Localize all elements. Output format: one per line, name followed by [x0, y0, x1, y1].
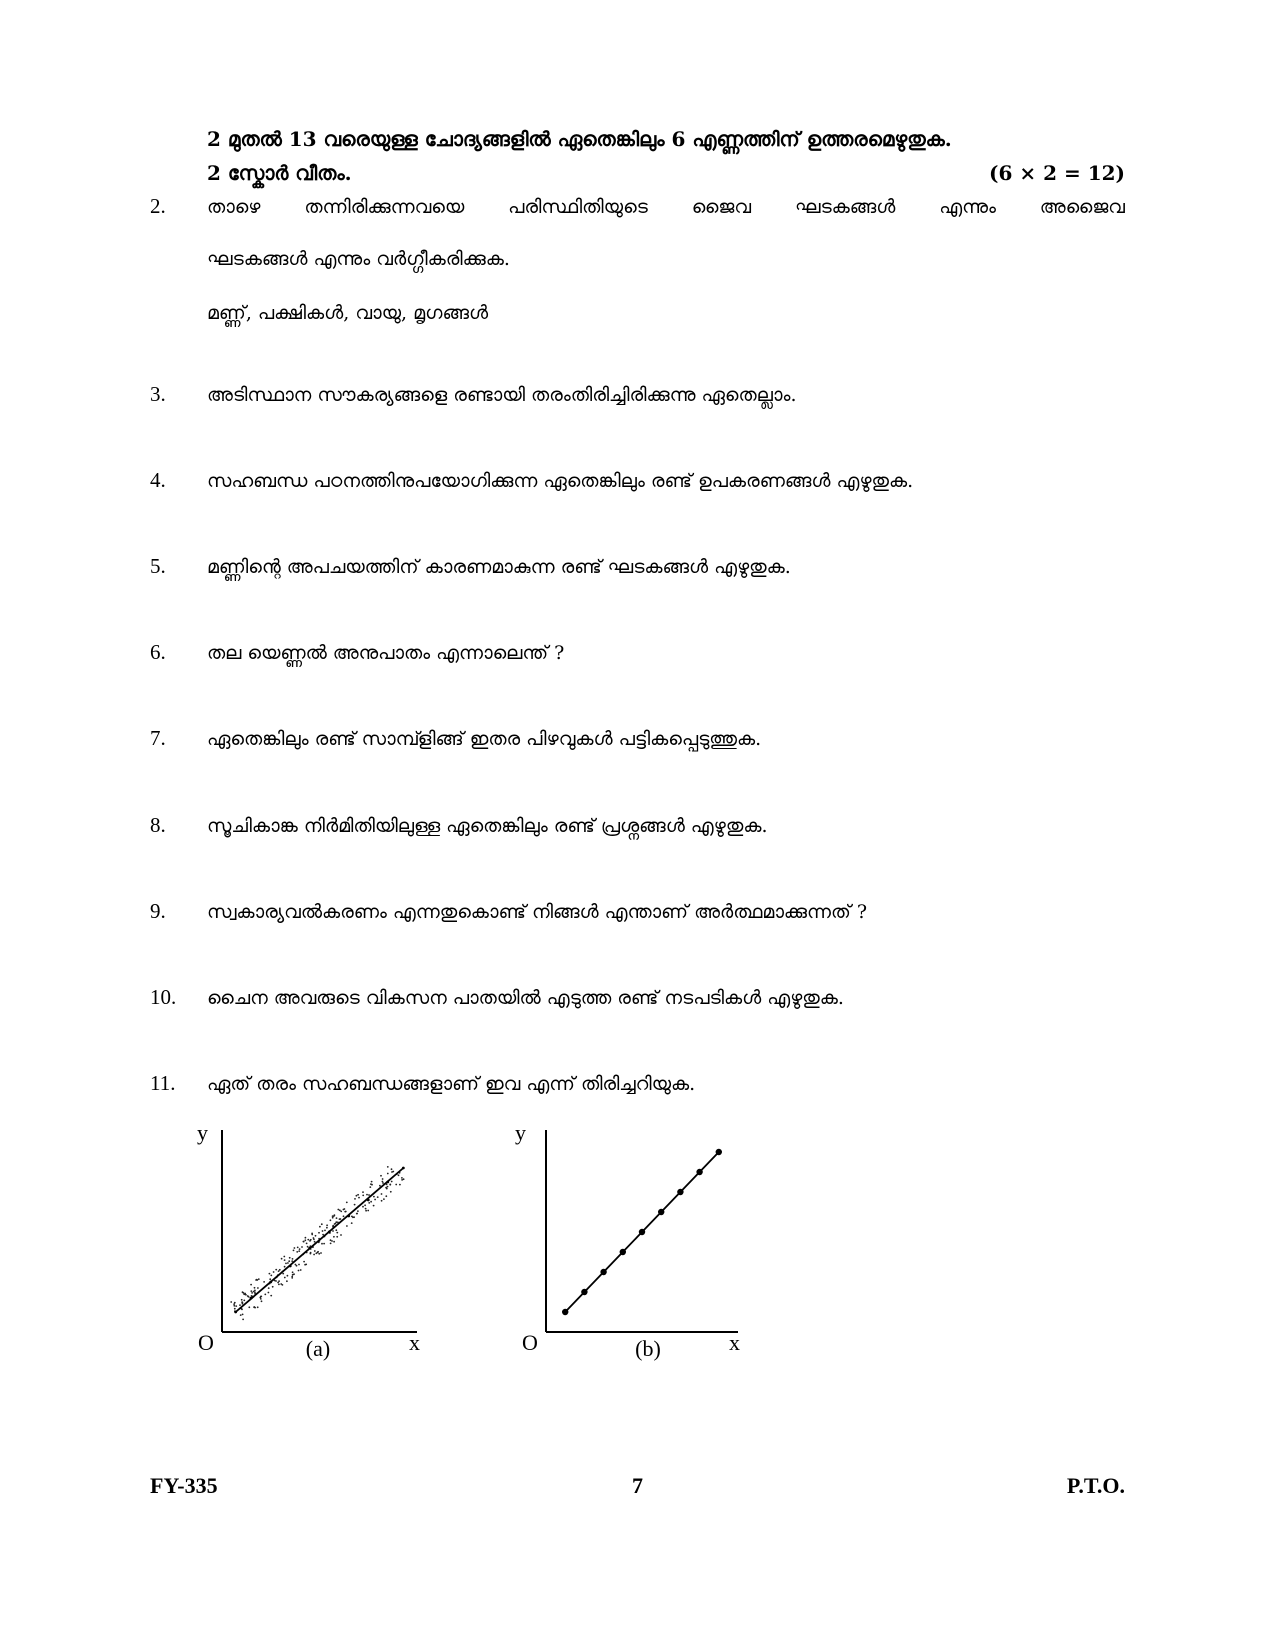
y-axis-label: y [197, 1120, 208, 1145]
question-text: ചൈന അവരുടെ വികസന പാതയിൽ എടുത്ത രണ്ട് നടപടികൾ എഴുതുക. [207, 987, 844, 1009]
scatter-dot [294, 1247, 296, 1249]
question-number: 5. [150, 554, 166, 578]
data-point [328, 1231, 331, 1234]
scatter-dot [391, 1168, 393, 1170]
question-number: 9. [150, 899, 166, 923]
scatter-dot [366, 1194, 368, 1196]
scatter-dot [291, 1277, 293, 1279]
correlation-plot-b [515, 1115, 770, 1375]
scatter-dot [383, 1198, 385, 1200]
scatter-dot [230, 1301, 232, 1303]
scatter-dot [233, 1303, 235, 1305]
scatter-dot [248, 1296, 250, 1298]
scatter-dot [284, 1277, 286, 1279]
scatter-dot [261, 1300, 263, 1302]
scatter-dot [380, 1175, 382, 1177]
data-point [658, 1209, 664, 1215]
scatter-dot [322, 1230, 324, 1232]
scatter-dot [303, 1241, 305, 1243]
scatter-dot [250, 1284, 252, 1286]
scatter-dot [377, 1196, 379, 1198]
scatter-dot [298, 1250, 300, 1252]
scatter-dot [298, 1270, 300, 1272]
scatter-dot [286, 1280, 288, 1282]
scatter-dot [275, 1269, 277, 1271]
scatter-dot [343, 1215, 345, 1217]
scatter-dot [389, 1184, 391, 1186]
data-point [696, 1169, 702, 1175]
instruction-line-1: 2 മുതൽ 13 വരെയുള്ള ചോദ്യങ്ങളിൽ ഏതെങ്കിലും 6 എണ്ണത്തിന് ഉത്തരമെഴുതുക. [207, 127, 952, 151]
scatter-dot [293, 1273, 295, 1275]
scatter-dot [296, 1251, 298, 1253]
scatter-dot [254, 1290, 256, 1292]
scatter-dot [371, 1181, 373, 1183]
scatter-dot [293, 1250, 295, 1252]
question-text: ഏത് തരം സഹബന്ധങ്ങളാണ് ഇവ എന്ന് തിരിച്ചറിയുക. [207, 1073, 696, 1095]
data-point [677, 1189, 683, 1195]
question-text-line-2: ഘടകങ്ങൾ എന്നും വർഗ്ഗീകരിക്കുക. [207, 248, 510, 270]
section-marks: (6 × 2 = 12) [989, 161, 1125, 185]
scatter-dot [287, 1275, 289, 1277]
origin-label: O [522, 1330, 538, 1355]
data-point [289, 1265, 292, 1268]
scatter-dot [387, 1173, 389, 1175]
scatter-dot [289, 1257, 291, 1259]
scatter-dot [258, 1278, 260, 1280]
scatter-dot [269, 1273, 271, 1275]
scatter-dot [318, 1232, 320, 1234]
question-number: 3. [150, 382, 166, 406]
question-number: 2. [150, 194, 166, 218]
scatter-dot [340, 1234, 342, 1236]
scatter-dot [269, 1278, 271, 1280]
scatter-dot [296, 1265, 298, 1267]
scatter-dot [346, 1225, 348, 1227]
scatter-dot [313, 1254, 315, 1256]
scatter-dot [330, 1243, 332, 1245]
scatter-dot [278, 1284, 280, 1286]
data-point [367, 1199, 370, 1202]
scatter-dot [305, 1237, 307, 1239]
plot-caption: (a) [305, 1336, 331, 1361]
scatter-dot [233, 1305, 235, 1307]
scatter-dot [332, 1215, 334, 1217]
scatter-dot [268, 1292, 270, 1294]
scatter-dot [242, 1319, 244, 1321]
scatter-dot [282, 1273, 284, 1275]
data-point [600, 1269, 606, 1275]
scatter-dot [387, 1166, 389, 1168]
scatter-dot [368, 1194, 370, 1196]
scatter-dot [390, 1191, 392, 1193]
scatter-dot [395, 1184, 397, 1186]
scatter-dot [288, 1260, 290, 1262]
scatter-dot [356, 1213, 358, 1215]
scatter-dot [307, 1239, 309, 1241]
question-item-list: മണ്ണ്, പക്ഷികൾ, വായു, മൃഗങ്ങൾ [207, 302, 489, 324]
question-number: 6. [150, 640, 166, 664]
data-point [269, 1281, 272, 1284]
scatter-dot [299, 1248, 301, 1250]
scatter-dot [364, 1204, 366, 1206]
scatter-dot [332, 1230, 334, 1232]
correlation-plot-a [195, 1115, 445, 1375]
scatter-dot [368, 1202, 370, 1204]
scatter-dot [292, 1271, 294, 1273]
scatter-dot [284, 1266, 286, 1268]
scatter-dot [253, 1306, 255, 1308]
x-axis-label: x [409, 1330, 420, 1355]
question-number: 8. [150, 813, 166, 837]
scatter-dot [321, 1243, 323, 1245]
scatter-dot [284, 1259, 286, 1261]
scatter-dot [370, 1201, 372, 1203]
scatter-dot [362, 1206, 364, 1208]
scatter-dot [351, 1222, 353, 1224]
scatter-dot [279, 1269, 281, 1271]
scatter-dot [385, 1195, 387, 1197]
scatter-dot [358, 1197, 360, 1199]
scatter-dot [391, 1181, 393, 1183]
question-text: തല യെണ്ണൽ അനുപാതം എന്നാലെന്ത് ? [207, 642, 565, 664]
scatter-dot [243, 1300, 245, 1302]
scatter-dot [251, 1292, 253, 1294]
scatter-dot [260, 1296, 262, 1298]
paper-code: FY-335 [150, 1473, 218, 1498]
data-point [562, 1309, 568, 1315]
scatter-dot [292, 1258, 294, 1260]
scatter-dot [285, 1263, 287, 1265]
scatter-dot [331, 1240, 333, 1242]
scatter-dot [333, 1241, 335, 1243]
scatter-dot [391, 1171, 393, 1173]
scatter-dot [272, 1286, 274, 1288]
scatter-dot [340, 1218, 342, 1220]
scatter-dot [403, 1178, 405, 1180]
scatter-dot [398, 1174, 400, 1176]
page-footer [150, 1473, 1125, 1503]
scatter-dot [373, 1196, 375, 1198]
data-point [308, 1247, 311, 1250]
scatter-dot [278, 1280, 280, 1282]
instruction-line-2: 2 സ്കോർ വീതം. [207, 161, 352, 185]
scatter-dot [379, 1185, 381, 1187]
y-axis-label: y [515, 1120, 526, 1145]
scatter-dot [264, 1294, 266, 1296]
question-text: സൂചികാങ്ക നിർമിതിയിലുള്ള ഏതെങ്കിലും രണ്ട് പ്രശ്നങ്ങൾ എഴുതുക. [207, 815, 768, 837]
scatter-dot [298, 1264, 300, 1266]
scatter-dot [370, 1183, 372, 1185]
scatter-dot [352, 1216, 354, 1218]
scatter-dot [281, 1258, 283, 1260]
question-text: സഹബന്ധ പഠനത്തിനുപയോഗിക്കുന്ന ഏതെങ്കിലും രണ്ട് ഉപകരണങ്ങൾ എഴുതുക. [207, 470, 914, 492]
scatter-dot [254, 1287, 256, 1289]
scatter-dot [334, 1223, 336, 1225]
scatter-dot [301, 1246, 303, 1248]
scatter-dot [243, 1293, 245, 1295]
scatter-dot [307, 1246, 309, 1248]
scatter-dot [324, 1230, 326, 1232]
scatter-dot [367, 1210, 369, 1212]
section-instructions [207, 122, 1125, 190]
scatter-dot [297, 1247, 299, 1249]
scatter-dot [365, 1208, 367, 1210]
scatter-dot [283, 1256, 285, 1258]
scatter-dot [256, 1279, 258, 1281]
scatter-dot [270, 1295, 272, 1297]
scatter-dot [335, 1229, 337, 1231]
scatter-dot [382, 1181, 384, 1183]
plot-caption: (b) [635, 1336, 661, 1361]
plot-marks [234, 1167, 405, 1314]
data-point [234, 1311, 237, 1314]
question-text-line-1: താഴെ തന്നിരിക്കുന്നവയെ പരിസ്ഥിതിയുടെ ജൈവ ഘടകങ്ങൾ എന്നും അജൈവ [207, 196, 1125, 218]
origin-label: O [198, 1330, 214, 1355]
scatter-dot [248, 1306, 250, 1308]
scatter-dot [354, 1204, 356, 1206]
plot-marks [562, 1149, 722, 1315]
scatter-dot [315, 1235, 317, 1237]
question-text: സ്വകാര്യവൽകരണം എന്നതുകൊണ്ട് നിങ്ങൾ എന്താണ് അർത്ഥമാക്കുന്നത് ? [207, 901, 868, 923]
scatter-dot [356, 1195, 358, 1197]
scatter-dot [306, 1243, 308, 1245]
scatter-dot [250, 1290, 252, 1292]
scatter-dot [340, 1211, 342, 1213]
trend-line [236, 1168, 404, 1312]
scatter-dot [270, 1275, 272, 1277]
scatter-dot [365, 1210, 367, 1212]
scatter-dot [346, 1202, 348, 1204]
scatter-dot [362, 1195, 364, 1197]
scatter-dot [241, 1299, 243, 1301]
data-point [581, 1289, 587, 1295]
data-point [639, 1229, 645, 1235]
data-point [620, 1249, 626, 1255]
scatter-dot [304, 1239, 306, 1241]
scatter-dot [401, 1177, 403, 1179]
scatter-dot [239, 1304, 241, 1306]
scatter-dot [317, 1251, 319, 1253]
pto-label: P.T.O. [1066, 1473, 1125, 1498]
scatter-dot [304, 1264, 306, 1266]
data-point [347, 1215, 350, 1218]
data-point [250, 1297, 253, 1300]
scatter-dot [315, 1252, 317, 1254]
scatter-dot [323, 1243, 325, 1245]
scatter-dot [309, 1240, 311, 1242]
scatter-dot [373, 1205, 375, 1207]
data-point [716, 1149, 722, 1155]
scatter-dot [381, 1200, 383, 1202]
scatter-dot [357, 1210, 359, 1212]
scatter-dot [314, 1250, 316, 1252]
scatter-dot [326, 1227, 328, 1229]
scatter-dot [330, 1219, 332, 1221]
scatter-dot [333, 1236, 335, 1238]
data-point [402, 1167, 405, 1170]
scatter-dot [326, 1224, 328, 1226]
scatter-dot [318, 1253, 320, 1255]
page-number: 7 [632, 1473, 643, 1498]
scatter-dot [313, 1238, 315, 1240]
scatter-dot [336, 1232, 338, 1234]
scatter-dot [336, 1217, 338, 1219]
scatter-dot [310, 1253, 312, 1255]
scatter-dot [242, 1314, 244, 1316]
question-number: 10. [150, 985, 177, 1009]
scatter-dot [268, 1287, 270, 1289]
scatter-dot [344, 1208, 346, 1210]
scatter-dot [321, 1223, 323, 1225]
scatter-dot [381, 1193, 383, 1195]
scatter-dot [282, 1284, 284, 1286]
scatter-dot [374, 1199, 376, 1201]
scatter-dot [314, 1241, 316, 1243]
scatter-dot [241, 1301, 243, 1303]
data-point [386, 1181, 389, 1184]
question-number: 11. [150, 1071, 176, 1095]
scatter-dot [319, 1226, 321, 1228]
scatter-dot [337, 1209, 339, 1211]
scatter-dot [240, 1314, 242, 1316]
question-text: അടിസ്ഥാന സൗകര്യങ്ങളെ രണ്ടായി തരംതിരിച്ചിരിക്കുന്നു ഏതെല്ലാം. [207, 384, 797, 406]
x-axis-label: x [729, 1330, 740, 1355]
scatter-dot [354, 1198, 356, 1200]
scatter-dot [357, 1194, 359, 1196]
question-text: ഏതെങ്കിലും രണ്ട് സാമ്പ്ളിങ്ങ് ഇതര പിഴവുകൾ പട്ടികപ്പെടുത്തുക. [207, 728, 762, 750]
scatter-dot [311, 1234, 313, 1236]
scatter-dot [385, 1187, 387, 1189]
scatter-dot [235, 1305, 237, 1307]
scatter-dot [287, 1262, 289, 1264]
scatter-dot [369, 1186, 371, 1188]
scatter-dot [336, 1236, 338, 1238]
question-text: മണ്ണിന്റെ അപചയത്തിന് കാരണമാകുന്ന രണ്ട് ഘടകങ്ങൾ എഴുതുക. [207, 556, 791, 578]
scatter-dot [300, 1269, 302, 1271]
scatter-dot [320, 1252, 322, 1254]
scatter-dot [257, 1287, 259, 1289]
scatter-dot [345, 1211, 347, 1213]
scatter-dot [273, 1271, 275, 1273]
scatter-dot [234, 1308, 236, 1310]
question-number: 4. [150, 468, 166, 492]
scatter-dot [399, 1184, 401, 1186]
question-number: 7. [150, 726, 166, 750]
scatter-dot [257, 1306, 259, 1308]
scatter-dot [303, 1261, 305, 1263]
scatter-dot [263, 1281, 265, 1283]
scatter-dot [332, 1217, 334, 1219]
scatter-dot [362, 1191, 364, 1193]
scatter-dot [382, 1178, 384, 1180]
